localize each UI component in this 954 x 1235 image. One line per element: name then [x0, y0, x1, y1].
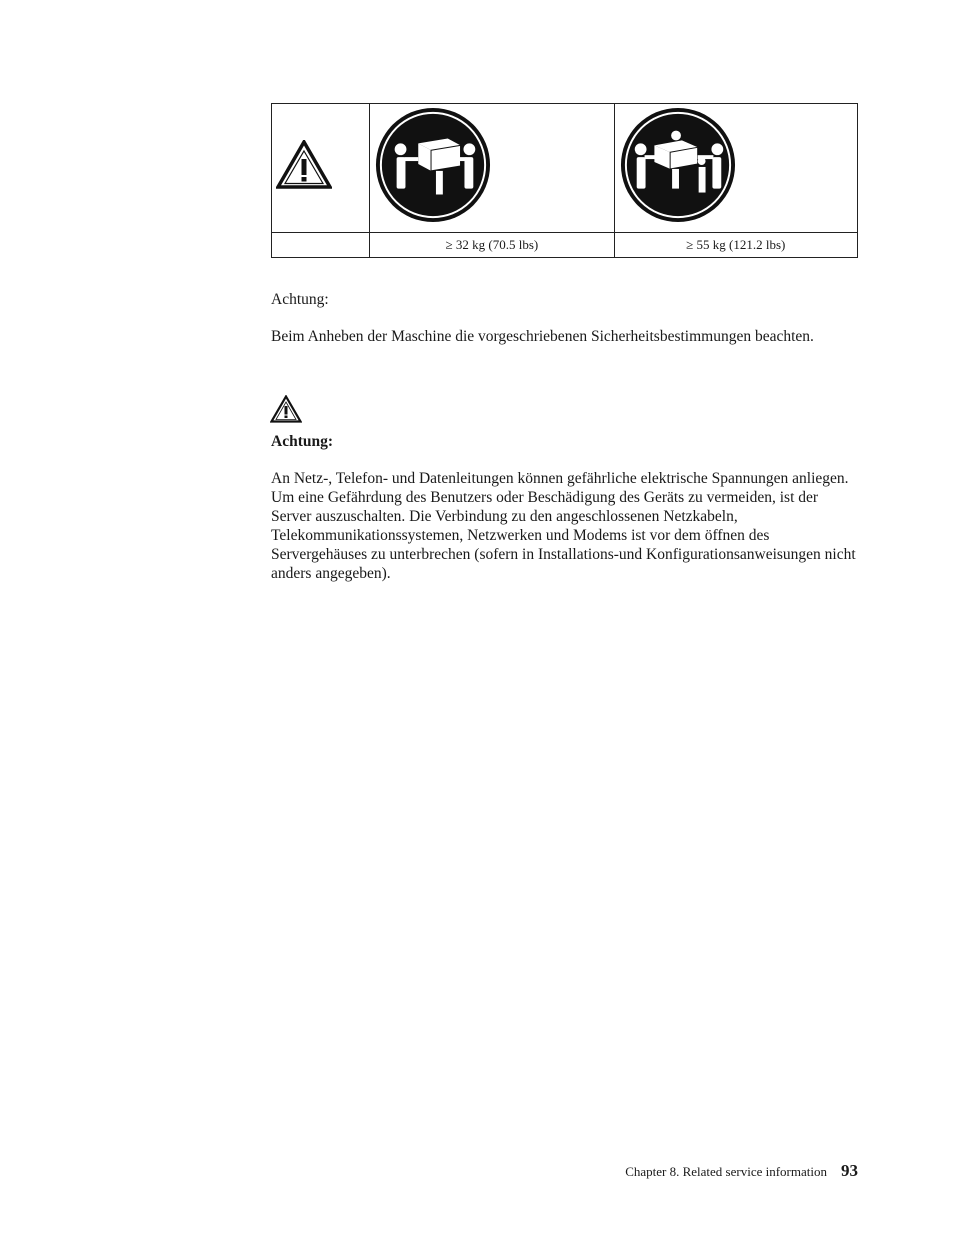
caution-1-body: Beim Anheben der Maschine die vorgeschriebenen Sicherheitsbestimmungen beachten. — [271, 328, 814, 345]
three-person-lift-icon — [619, 106, 737, 224]
three-person-lift-cell — [614, 104, 857, 233]
warning-cell — [272, 104, 370, 233]
three-person-weight-label: ≥ 55 kg (121.2 lbs) — [614, 233, 857, 258]
two-person-weight-label: ≥ 32 kg (70.5 lbs) — [370, 233, 614, 258]
lift-weight-table — [271, 103, 858, 258]
caution-2-heading: Achtung: — [271, 433, 334, 450]
caution-1-heading: Achtung: — [271, 291, 329, 308]
caution-2-body: An Netz-, Telefon- und Datenleitungen können gefährliche elektrische Spannungen anliegen. Um eine Gefährdung des Benutzers oder Beschädigung des Geräts zu vermeiden, ist der Server auszuschalten. Die Verbindung zu den angeschlossenen Netzkabeln, Telekommunikationssystemen, Netzwerken und Modems ist vor dem öffnen des Servergehäuses zu unterbrechen (sofern in Installations-und Konfigurationsanweisungen nicht anders angegeben). — [271, 470, 856, 582]
two-person-lift-cell — [370, 104, 614, 233]
chapter-title: Chapter 8. Related service information — [625, 1164, 827, 1179]
two-person-lift-icon — [374, 106, 492, 224]
empty-label-cell — [272, 233, 370, 258]
warning-triangle-icon — [276, 140, 332, 190]
page-footer — [625, 1161, 858, 1181]
warning-triangle-icon — [270, 395, 302, 423]
page-number: 93 — [841, 1161, 858, 1180]
